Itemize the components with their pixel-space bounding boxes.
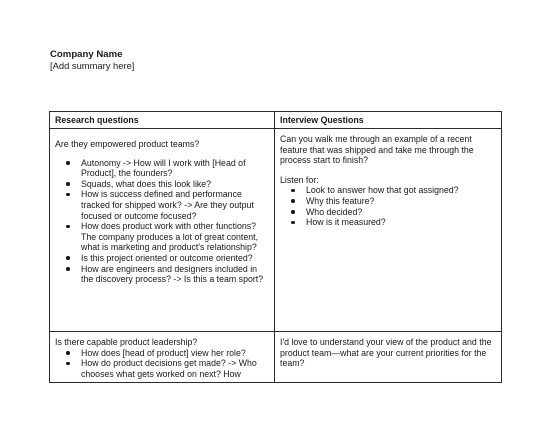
research-lead: Are they empowered product teams? <box>55 139 200 149</box>
list-item: How is it measured? <box>306 217 496 228</box>
list-item: How are engineers and designers included in the discovery process? -> Is this a team sport? <box>81 264 269 285</box>
document-header <box>50 49 350 71</box>
interview-lead: Can you walk me through an example of a recent feature that was shipped and take me through the process start to finish? <box>280 134 474 166</box>
list-item: Is this project oriented or outcome oriented? <box>81 253 269 264</box>
interview-cell <box>275 129 502 332</box>
company-name: Company Name <box>50 49 123 60</box>
list-item: Squads, what does this look like? <box>81 179 269 190</box>
interview-lead: I'd love to understand your view of the product and the product team—what are your current priorities for the team? <box>280 337 492 369</box>
research-questions-header: Research questions <box>50 112 275 129</box>
research-bullet-list <box>55 158 269 285</box>
table-header-row <box>50 112 502 129</box>
listen-for-label: Listen for: <box>280 174 319 185</box>
interview-questions-header: Interview Questions <box>275 112 502 129</box>
research-cell <box>50 332 275 383</box>
summary-placeholder: [Add summary here] <box>50 60 135 71</box>
list-item: How is success defined and performance tracked for shipped work? -> Are they output focused or outcome focused? <box>81 189 269 221</box>
list-item: How does product work with other functions? The company produces a lot of great content, what is marketing and product's relationship? <box>81 221 269 253</box>
research-bullet-list <box>55 348 269 380</box>
interview-bullet-list <box>280 185 496 227</box>
list-item: Who decided? <box>306 207 496 218</box>
list-item: How does [head of product] view her role? <box>81 348 269 359</box>
list-item: Autonomy -> How will I work with [Head of Product], the founders? <box>81 158 269 179</box>
list-item: Look to answer how that got assigned? <box>306 185 496 196</box>
research-cell <box>50 129 275 332</box>
interview-cell <box>275 332 502 383</box>
table-row <box>50 332 502 383</box>
list-item: How do product decisions get made? -> Who chooses what gets worked on next? How <box>81 358 269 379</box>
research-lead: Is there capable product leadership? <box>55 337 198 347</box>
questions-table <box>49 111 502 383</box>
list-item: Why this feature? <box>306 196 496 207</box>
table-row <box>50 129 502 332</box>
